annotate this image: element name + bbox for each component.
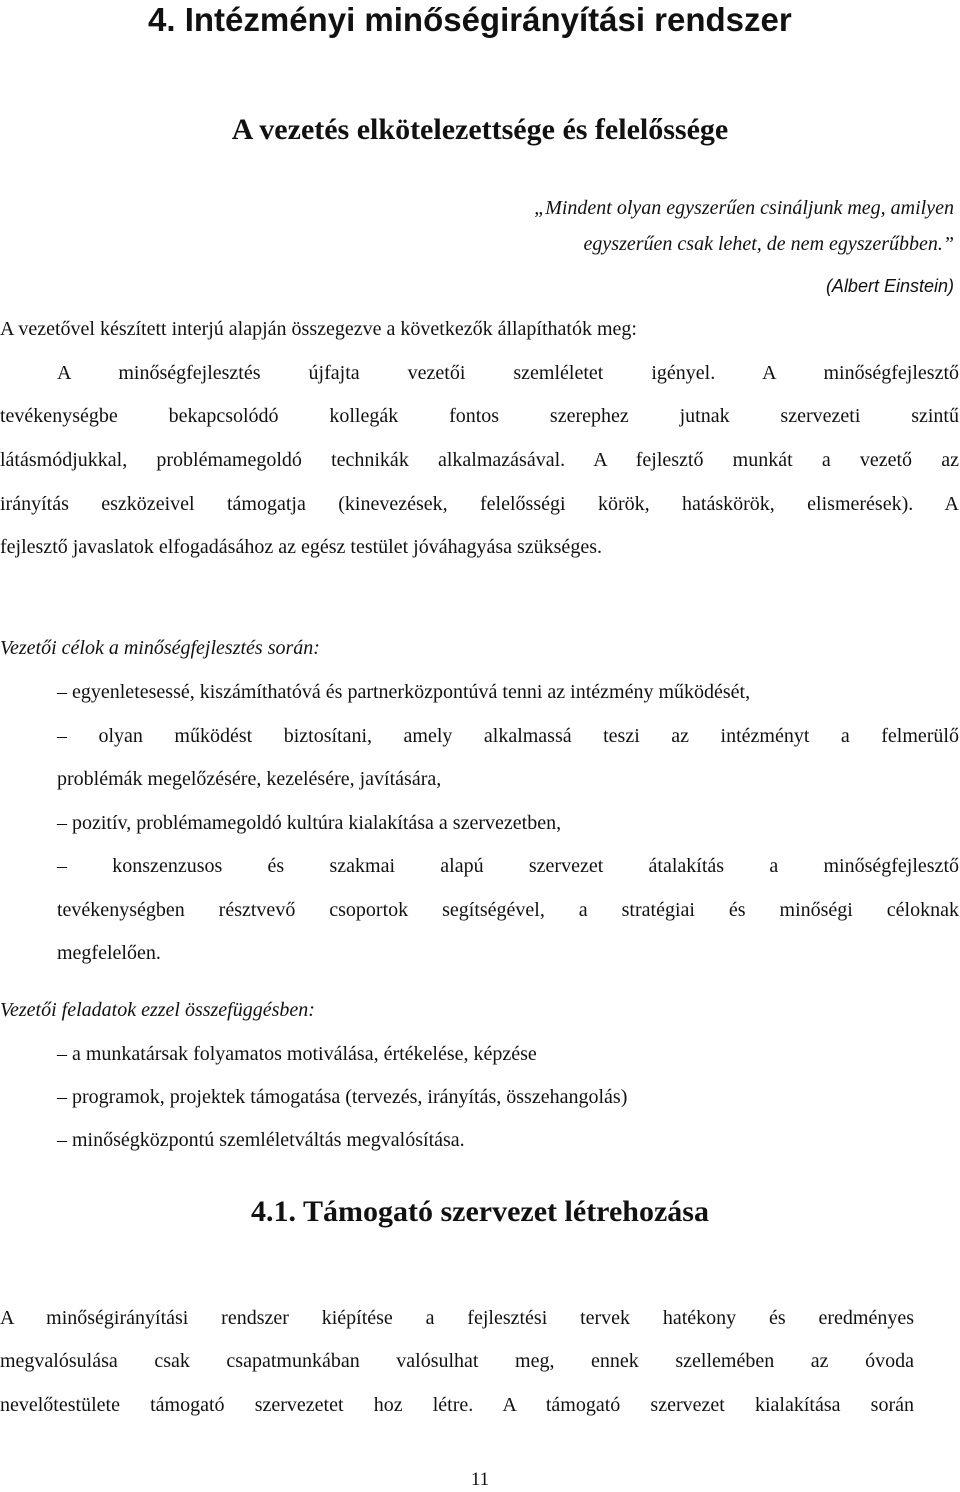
paragraph1-line: látásmódjukkal, problémamegoldó technikák alkalmazásával. A fejlesztő munkát a vezető az <box>0 449 959 471</box>
quote-line-2: egyszerűen csak lehet, de nem egyszerűbben.” <box>583 233 954 255</box>
paragraph2-line: A minőségirányítási rendszer kiépítése a fejlesztési tervek hatékony és eredményes <box>0 1307 914 1329</box>
goal-item-continuation: tevékenységben résztvevő csoportok segítségével, a stratégiai és minőségi céloknak <box>57 899 959 921</box>
subsection-heading: 4.1. Támogató szervezet létrehozása <box>251 1195 709 1228</box>
paragraph1-line: irányítás eszközeivel támogatja (kinevezések, felelősségi körök, hatáskörök, elismerések). A <box>0 493 959 515</box>
goal-item-continuation: problémák megelőzésére, kezelésére, javítására, <box>57 768 442 790</box>
paragraph2-line: megvalósulása csak csapatmunkában valósulhat meg, ennek szellemében az óvoda <box>0 1350 914 1372</box>
quote-line-1: „Mindent olyan egyszerűen csináljunk meg, amilyen <box>534 197 954 219</box>
section-heading: A vezetés elkötelezettsége és felelőssége <box>231 113 729 146</box>
task-item: – a munkatársak folyamatos motiválása, értékelése, képzése <box>57 1043 537 1065</box>
intro-line: A vezetővel készített interjú alapján összegezve a következők állapíthatók meg: <box>0 318 637 340</box>
page-title: 4. Intézményi minőségirányítási rendszer <box>148 1 792 38</box>
goals-heading: Vezetői célok a minőségfejlesztés során: <box>0 637 320 659</box>
quote-author: (Albert Einstein) <box>825 276 954 296</box>
goal-item: – konszenzusos és szakmai alapú szervezet átalakítás a minőségfejlesztő <box>57 855 959 877</box>
task-item: – minőségközpontú szemléletváltás megvalósítása. <box>57 1129 465 1151</box>
goal-item: – pozitív, problémamegoldó kultúra kialakítása a szervezetben, <box>57 812 562 834</box>
goal-item: – egyenletesessé, kiszámíthatóvá és partnerközpontúvá tenni az intézmény működését, <box>57 681 751 703</box>
paragraph2-line: nevelőtestülete támogató szervezetet hoz létre. A támogató szervezet kialakítása során <box>0 1394 914 1416</box>
goal-item-continuation: megfelelően. <box>57 942 161 964</box>
page-number: 11 <box>470 1469 490 1490</box>
tasks-heading: Vezetői feladatok ezzel összefüggésben: <box>0 999 315 1021</box>
task-item: – programok, projektek támogatása (tervezés, irányítás, összehangolás) <box>57 1086 628 1108</box>
paragraph1-line: fejlesztő javaslatok elfogadásához az egész testület jóváhagyása szükséges. <box>0 536 602 558</box>
paragraph1-line: tevékenységbe bekapcsolódó kollegák fontos szerephez jutnak szervezeti szintű <box>0 405 959 427</box>
paragraph1-line: A minőségfejlesztés újfajta vezetői szemléletet igényel. A minőségfejlesztő <box>57 362 959 384</box>
goal-item: – olyan működést biztosítani, amely alkalmassá teszi az intézményt a felmerülő <box>57 725 959 747</box>
